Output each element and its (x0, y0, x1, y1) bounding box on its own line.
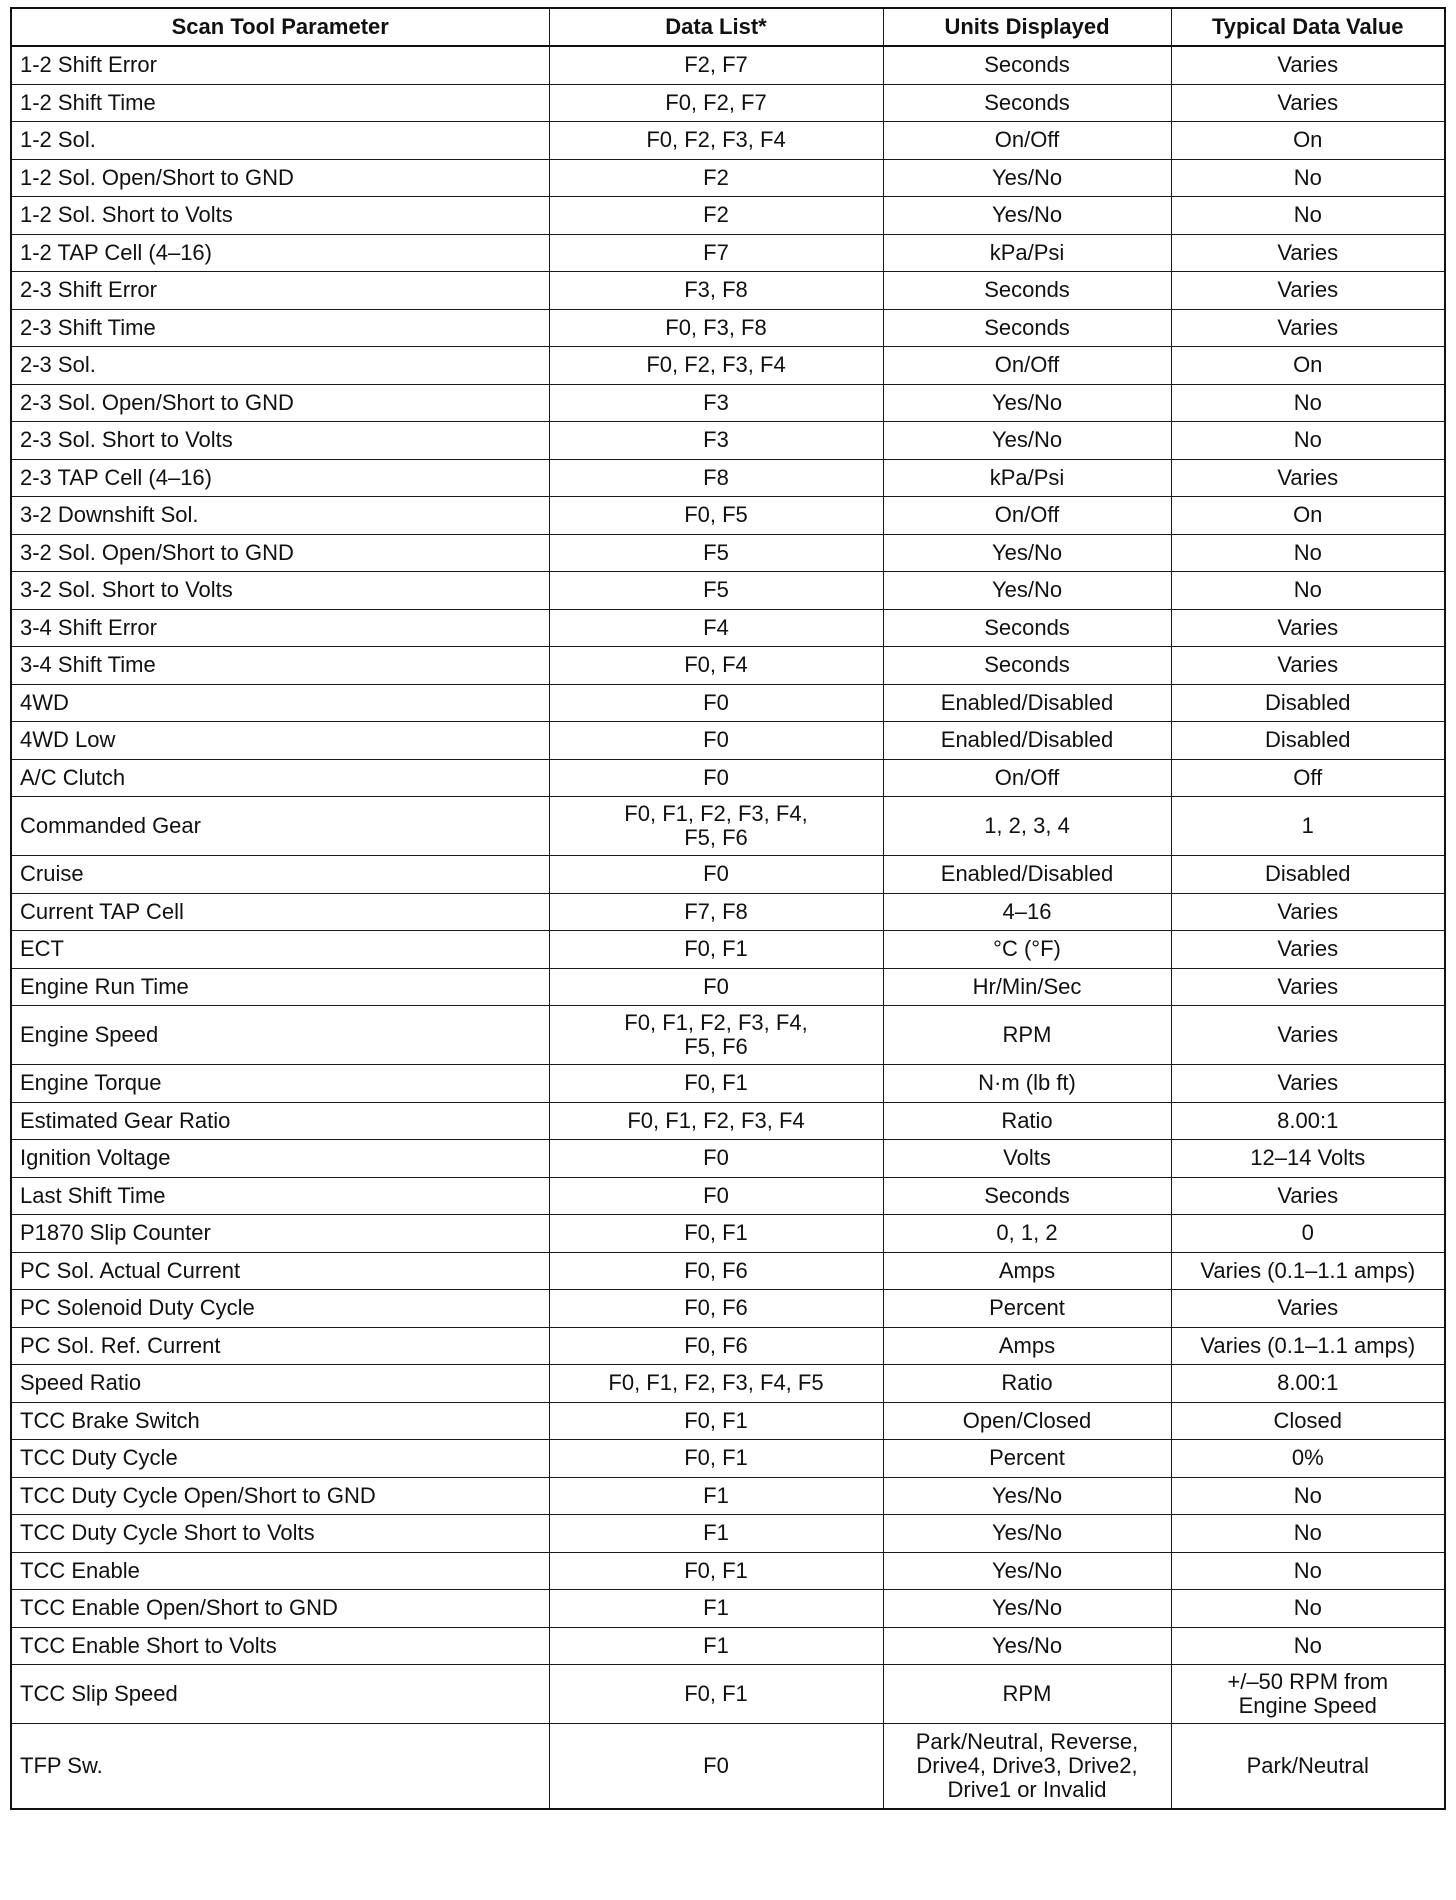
scan-tool-data-table (10, 7, 1446, 1810)
cell-parameter: Engine Speed (11, 1006, 549, 1065)
cell-typical-value: Varies (1171, 1065, 1445, 1103)
table-row (11, 1665, 1445, 1724)
header-data-list: Data List* (549, 8, 883, 46)
cell-data-list: F7 (549, 234, 883, 272)
table-row (11, 856, 1445, 894)
cell-typical-value: Park/Neutral (1171, 1724, 1445, 1810)
cell-typical-value: 0% (1171, 1440, 1445, 1478)
cell-data-list: F0 (549, 1177, 883, 1215)
cell-units: Enabled/Disabled (883, 722, 1171, 760)
cell-units: Seconds (883, 609, 1171, 647)
cell-units: On/Off (883, 122, 1171, 160)
cell-typical-value: Varies (1171, 968, 1445, 1006)
cell-data-list: F0 (549, 684, 883, 722)
cell-units: °C (°F) (883, 931, 1171, 969)
cell-parameter: 3-2 Sol. Open/Short to GND (11, 534, 549, 572)
cell-typical-value: 12–14 Volts (1171, 1140, 1445, 1178)
cell-units: Seconds (883, 309, 1171, 347)
cell-parameter: 3-4 Shift Error (11, 609, 549, 647)
cell-data-list: F0 (549, 856, 883, 894)
cell-typical-value: Disabled (1171, 684, 1445, 722)
cell-units: Volts (883, 1140, 1171, 1178)
table-row (11, 534, 1445, 572)
cell-typical-value: No (1171, 1627, 1445, 1665)
cell-typical-value: +/–50 RPM from Engine Speed (1171, 1665, 1445, 1724)
cell-units: Yes/No (883, 572, 1171, 610)
cell-units: Percent (883, 1440, 1171, 1478)
cell-data-list: F0, F1 (549, 931, 883, 969)
cell-data-list: F3 (549, 384, 883, 422)
cell-typical-value: On (1171, 122, 1445, 160)
cell-parameter: TCC Duty Cycle Open/Short to GND (11, 1477, 549, 1515)
table-row (11, 931, 1445, 969)
table-row (11, 122, 1445, 160)
cell-units: Seconds (883, 84, 1171, 122)
cell-data-list: F0, F1 (549, 1402, 883, 1440)
cell-units: Yes/No (883, 1590, 1171, 1628)
table-row (11, 647, 1445, 685)
table-row (11, 84, 1445, 122)
table-row (11, 1552, 1445, 1590)
table-row (11, 1290, 1445, 1328)
cell-typical-value: No (1171, 159, 1445, 197)
table-row (11, 1177, 1445, 1215)
cell-data-list: F8 (549, 459, 883, 497)
cell-parameter: TCC Slip Speed (11, 1665, 549, 1724)
cell-units: Enabled/Disabled (883, 856, 1171, 894)
cell-parameter: PC Solenoid Duty Cycle (11, 1290, 549, 1328)
cell-data-list: F0, F1 (549, 1215, 883, 1253)
table-row (11, 1477, 1445, 1515)
cell-units: Open/Closed (883, 1402, 1171, 1440)
cell-parameter: TCC Duty Cycle Short to Volts (11, 1515, 549, 1553)
table-row (11, 609, 1445, 647)
cell-typical-value: No (1171, 1477, 1445, 1515)
cell-units: Seconds (883, 272, 1171, 310)
table-row (11, 1402, 1445, 1440)
cell-typical-value: 0 (1171, 1215, 1445, 1253)
cell-data-list: F1 (549, 1627, 883, 1665)
table-row (11, 1590, 1445, 1628)
table-row (11, 234, 1445, 272)
cell-parameter: 3-4 Shift Time (11, 647, 549, 685)
table-row (11, 422, 1445, 460)
cell-typical-value: Varies (0.1–1.1 amps) (1171, 1252, 1445, 1290)
cell-data-list: F0, F3, F8 (549, 309, 883, 347)
cell-data-list: F0 (549, 968, 883, 1006)
cell-typical-value: Varies (1171, 1177, 1445, 1215)
table-row (11, 1140, 1445, 1178)
cell-units: Hr/Min/Sec (883, 968, 1171, 1006)
table-row (11, 1065, 1445, 1103)
cell-units: Yes/No (883, 1515, 1171, 1553)
cell-parameter: Ignition Voltage (11, 1140, 549, 1178)
document-page (10, 7, 1444, 1810)
table-row (11, 347, 1445, 385)
cell-typical-value: Varies (1171, 1006, 1445, 1065)
cell-data-list: F7, F8 (549, 893, 883, 931)
cell-data-list: F0, F1 (549, 1440, 883, 1478)
table-row (11, 459, 1445, 497)
cell-data-list: F0 (549, 1724, 883, 1810)
cell-parameter: 2-3 Sol. Short to Volts (11, 422, 549, 460)
cell-typical-value: On (1171, 497, 1445, 535)
cell-data-list: F0, F2, F3, F4 (549, 347, 883, 385)
cell-parameter: 2-3 Sol. Open/Short to GND (11, 384, 549, 422)
cell-units: Percent (883, 1290, 1171, 1328)
table-row (11, 197, 1445, 235)
table-row (11, 797, 1445, 856)
cell-units: N·m (lb ft) (883, 1065, 1171, 1103)
cell-data-list: F3, F8 (549, 272, 883, 310)
cell-units: Ratio (883, 1365, 1171, 1403)
cell-parameter: Engine Run Time (11, 968, 549, 1006)
table-row (11, 1102, 1445, 1140)
cell-typical-value: Varies (1171, 46, 1445, 84)
cell-data-list: F0 (549, 722, 883, 760)
cell-data-list: F0, F6 (549, 1252, 883, 1290)
cell-parameter: 1-2 Shift Error (11, 46, 549, 84)
table-row (11, 384, 1445, 422)
cell-typical-value: Off (1171, 759, 1445, 797)
cell-units: On/Off (883, 759, 1171, 797)
cell-parameter: 1-2 Shift Time (11, 84, 549, 122)
cell-units: Amps (883, 1327, 1171, 1365)
cell-typical-value: No (1171, 1552, 1445, 1590)
cell-units: kPa/Psi (883, 459, 1171, 497)
table-row (11, 497, 1445, 535)
cell-parameter: A/C Clutch (11, 759, 549, 797)
cell-units: kPa/Psi (883, 234, 1171, 272)
cell-typical-value: Varies (1171, 459, 1445, 497)
cell-parameter: Estimated Gear Ratio (11, 1102, 549, 1140)
table-row (11, 46, 1445, 84)
cell-data-list: F0, F1 (549, 1065, 883, 1103)
cell-typical-value: Disabled (1171, 722, 1445, 760)
table-row (11, 309, 1445, 347)
cell-parameter: TCC Brake Switch (11, 1402, 549, 1440)
cell-data-list: F0, F1, F2, F3, F4, F5, F6 (549, 797, 883, 856)
cell-data-list: F0, F1, F2, F3, F4, F5 (549, 1365, 883, 1403)
cell-parameter: 1-2 Sol. (11, 122, 549, 160)
cell-data-list: F0, F1 (549, 1552, 883, 1590)
header-row (11, 8, 1445, 46)
table-row (11, 272, 1445, 310)
cell-typical-value: Varies (1171, 1290, 1445, 1328)
cell-data-list: F0 (549, 1140, 883, 1178)
cell-data-list: F0, F4 (549, 647, 883, 685)
table-header (11, 8, 1445, 46)
table-row (11, 1252, 1445, 1290)
cell-typical-value: Varies (1171, 272, 1445, 310)
cell-parameter: 4WD Low (11, 722, 549, 760)
table-row (11, 1515, 1445, 1553)
cell-units: 1, 2, 3, 4 (883, 797, 1171, 856)
cell-parameter: ECT (11, 931, 549, 969)
cell-parameter: 2-3 TAP Cell (4–16) (11, 459, 549, 497)
cell-units: On/Off (883, 347, 1171, 385)
cell-parameter: Last Shift Time (11, 1177, 549, 1215)
cell-typical-value: Varies (0.1–1.1 amps) (1171, 1327, 1445, 1365)
table-row (11, 722, 1445, 760)
cell-units: Yes/No (883, 197, 1171, 235)
cell-data-list: F0, F1 (549, 1665, 883, 1724)
cell-typical-value: Varies (1171, 609, 1445, 647)
cell-units: Seconds (883, 1177, 1171, 1215)
cell-parameter: TCC Enable Open/Short to GND (11, 1590, 549, 1628)
cell-parameter: 3-2 Downshift Sol. (11, 497, 549, 535)
cell-typical-value: Disabled (1171, 856, 1445, 894)
cell-parameter: 1-2 Sol. Short to Volts (11, 197, 549, 235)
cell-parameter: 2-3 Shift Error (11, 272, 549, 310)
cell-parameter: 4WD (11, 684, 549, 722)
cell-units: Yes/No (883, 1552, 1171, 1590)
cell-typical-value: On (1171, 347, 1445, 385)
cell-data-list: F2 (549, 197, 883, 235)
cell-parameter: PC Sol. Actual Current (11, 1252, 549, 1290)
cell-units: Seconds (883, 46, 1171, 84)
cell-typical-value: No (1171, 534, 1445, 572)
cell-data-list: F0, F2, F7 (549, 84, 883, 122)
cell-data-list: F2 (549, 159, 883, 197)
cell-typical-value: No (1171, 422, 1445, 460)
cell-typical-value: Varies (1171, 931, 1445, 969)
table-row (11, 1627, 1445, 1665)
cell-units: On/Off (883, 497, 1171, 535)
cell-typical-value: No (1171, 384, 1445, 422)
cell-data-list: F0 (549, 759, 883, 797)
cell-data-list: F0, F1, F2, F3, F4, F5, F6 (549, 1006, 883, 1065)
cell-typical-value: 1 (1171, 797, 1445, 856)
cell-parameter: 2-3 Sol. (11, 347, 549, 385)
cell-units: Yes/No (883, 1627, 1171, 1665)
table-row (11, 759, 1445, 797)
cell-typical-value: Varies (1171, 647, 1445, 685)
table-row (11, 684, 1445, 722)
cell-typical-value: No (1171, 1515, 1445, 1553)
cell-parameter: Engine Torque (11, 1065, 549, 1103)
cell-parameter: TCC Duty Cycle (11, 1440, 549, 1478)
cell-data-list: F1 (549, 1515, 883, 1553)
header-typical-data-value: Typical Data Value (1171, 8, 1445, 46)
cell-units: Yes/No (883, 422, 1171, 460)
cell-units: Yes/No (883, 534, 1171, 572)
cell-units: RPM (883, 1665, 1171, 1724)
cell-typical-value: Closed (1171, 1402, 1445, 1440)
cell-parameter: 3-2 Sol. Short to Volts (11, 572, 549, 610)
cell-typical-value: Varies (1171, 309, 1445, 347)
cell-parameter: TCC Enable (11, 1552, 549, 1590)
cell-units: Yes/No (883, 1477, 1171, 1515)
cell-units: Park/Neutral, Reverse, Drive4, Drive3, Drive2, Drive1 or Invalid (883, 1724, 1171, 1810)
cell-parameter: Cruise (11, 856, 549, 894)
cell-data-list: F0, F5 (549, 497, 883, 535)
cell-units: 0, 1, 2 (883, 1215, 1171, 1253)
table-row (11, 572, 1445, 610)
table-row (11, 1215, 1445, 1253)
cell-typical-value: Varies (1171, 84, 1445, 122)
cell-data-list: F0, F6 (549, 1290, 883, 1328)
table-row (11, 968, 1445, 1006)
cell-parameter: TCC Enable Short to Volts (11, 1627, 549, 1665)
table-row (11, 1365, 1445, 1403)
cell-parameter: 1-2 TAP Cell (4–16) (11, 234, 549, 272)
cell-data-list: F0, F6 (549, 1327, 883, 1365)
cell-data-list: F0, F2, F3, F4 (549, 122, 883, 160)
cell-units: 4–16 (883, 893, 1171, 931)
cell-data-list: F2, F7 (549, 46, 883, 84)
cell-data-list: F3 (549, 422, 883, 460)
header-units-displayed: Units Displayed (883, 8, 1171, 46)
cell-units: Seconds (883, 647, 1171, 685)
cell-data-list: F5 (549, 572, 883, 610)
table-row (11, 1724, 1445, 1810)
cell-data-list: F1 (549, 1590, 883, 1628)
cell-data-list: F4 (549, 609, 883, 647)
cell-units: RPM (883, 1006, 1171, 1065)
cell-units: Yes/No (883, 159, 1171, 197)
cell-typical-value: 8.00:1 (1171, 1365, 1445, 1403)
cell-typical-value: No (1171, 572, 1445, 610)
table-row (11, 1006, 1445, 1065)
table-row (11, 1440, 1445, 1478)
cell-typical-value: No (1171, 1590, 1445, 1628)
cell-data-list: F1 (549, 1477, 883, 1515)
table-body (11, 46, 1445, 1809)
cell-data-list: F5 (549, 534, 883, 572)
table-row (11, 159, 1445, 197)
table-row (11, 1327, 1445, 1365)
cell-units: Yes/No (883, 384, 1171, 422)
cell-typical-value: 8.00:1 (1171, 1102, 1445, 1140)
cell-parameter: Speed Ratio (11, 1365, 549, 1403)
cell-typical-value: No (1171, 197, 1445, 235)
cell-parameter: P1870 Slip Counter (11, 1215, 549, 1253)
cell-typical-value: Varies (1171, 234, 1445, 272)
cell-parameter: PC Sol. Ref. Current (11, 1327, 549, 1365)
cell-units: Enabled/Disabled (883, 684, 1171, 722)
cell-parameter: TFP Sw. (11, 1724, 549, 1810)
cell-units: Ratio (883, 1102, 1171, 1140)
cell-typical-value: Varies (1171, 893, 1445, 931)
cell-parameter: 2-3 Shift Time (11, 309, 549, 347)
cell-parameter: Commanded Gear (11, 797, 549, 856)
cell-data-list: F0, F1, F2, F3, F4 (549, 1102, 883, 1140)
cell-units: Amps (883, 1252, 1171, 1290)
cell-parameter: 1-2 Sol. Open/Short to GND (11, 159, 549, 197)
table-row (11, 893, 1445, 931)
cell-parameter: Current TAP Cell (11, 893, 549, 931)
header-scan-tool-parameter: Scan Tool Parameter (11, 8, 549, 46)
